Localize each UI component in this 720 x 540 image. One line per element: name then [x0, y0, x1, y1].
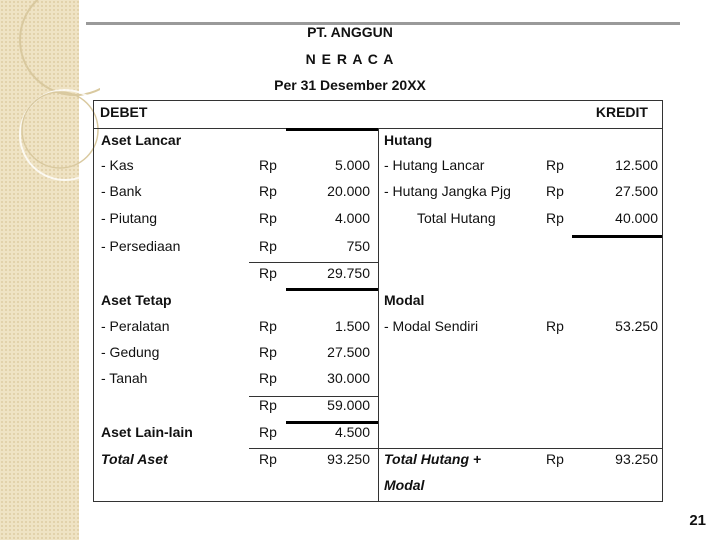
hutang-lancar-value: 12.500: [615, 157, 658, 173]
piutang-currency: Rp: [259, 210, 277, 226]
total-assets-value: 93.250: [327, 451, 370, 467]
persediaan-label: - Persediaan: [101, 238, 181, 254]
kas-currency: Rp: [259, 157, 277, 173]
gedung-value: 27.500: [327, 344, 370, 360]
total-hutang-rule: [572, 235, 662, 238]
hutang-lancar-currency: Rp: [546, 157, 564, 173]
current-total-currency: Rp: [259, 265, 277, 281]
equity-heading: Modal: [384, 292, 425, 308]
report-title: N E R A C A: [305, 51, 395, 67]
hutang-lancar-label: - Hutang Lancar: [384, 157, 485, 173]
peralatan-value: 1.500: [334, 318, 370, 334]
fixed-assets-heading: Aset Tetap: [101, 292, 172, 308]
company-name: PT. ANGGUN: [307, 24, 393, 40]
other-assets-currency: Rp: [259, 424, 277, 440]
kas-label: - Kas: [101, 157, 134, 173]
persediaan-currency: Rp: [259, 238, 277, 254]
persediaan-value: 750: [346, 238, 370, 254]
total-hutang-label: Total Hutang: [417, 210, 496, 226]
tanah-value: 30.000: [327, 370, 370, 386]
total-hutang-value: 40.000: [615, 210, 658, 226]
total-liabilities-equity-label-line2: Modal: [384, 477, 425, 493]
bank-currency: Rp: [259, 183, 277, 199]
hutang-jangka-pjg-value: 27.500: [615, 183, 658, 199]
debit-header: DEBET: [100, 104, 148, 120]
current-assets-total-rule: [286, 288, 378, 291]
current-assets-heading: Aset Lancar: [101, 132, 182, 148]
credit-header: KREDIT: [595, 104, 648, 120]
current-assets-subtotal-line: [249, 262, 378, 263]
bank-value: 20.000: [327, 183, 370, 199]
total-liabilities-equity-label: Total Hutang +: [384, 451, 482, 467]
hutang-jangka-pjg-label: - Hutang Jangka Pjg: [384, 183, 511, 199]
modal-sendiri-currency: Rp: [546, 318, 564, 334]
gedung-currency: Rp: [259, 344, 277, 360]
page-number: 21: [689, 512, 706, 529]
tanah-label: - Tanah: [101, 370, 148, 386]
debit-amount-top-rule: [286, 128, 378, 131]
tanah-currency: Rp: [259, 370, 277, 386]
piutang-label: - Piutang: [101, 210, 158, 226]
gedung-label: - Gedung: [101, 344, 160, 360]
modal-sendiri-label: - Modal Sendiri: [384, 318, 479, 334]
balance-sheet-table: [93, 100, 663, 502]
total-liabilities-equity-currency: Rp: [546, 451, 564, 467]
total-assets-line: [249, 448, 378, 449]
modal-sendiri-value: 53.250: [615, 318, 658, 334]
report-date: Per 31 Desember 20XX: [274, 77, 426, 93]
piutang-value: 4.000: [334, 210, 370, 226]
bank-label: - Bank: [101, 183, 142, 199]
other-assets-label: Aset Lain-lain: [101, 424, 193, 440]
total-hutang-currency: Rp: [546, 210, 564, 226]
peralatan-label: - Peralatan: [101, 318, 170, 334]
total-liabilities-equity-value: 93.250: [615, 451, 658, 467]
fixed-total-currency: Rp: [259, 397, 277, 413]
fixed-total-value: 59.000: [327, 397, 370, 413]
center-divider: [378, 128, 379, 502]
kas-value: 5.000: [334, 157, 370, 173]
total-assets-currency: Rp: [259, 451, 277, 467]
hutang-jangka-pjg-currency: Rp: [546, 183, 564, 199]
other-assets-value: 4.500: [334, 424, 370, 440]
liabilities-heading: Hutang: [384, 132, 433, 148]
peralatan-currency: Rp: [259, 318, 277, 334]
total-assets-label: Total Aset: [101, 451, 168, 467]
total-liabilities-line: [379, 448, 662, 449]
decorative-swirl: [0, 0, 100, 200]
current-total-value: 29.750: [327, 265, 370, 281]
